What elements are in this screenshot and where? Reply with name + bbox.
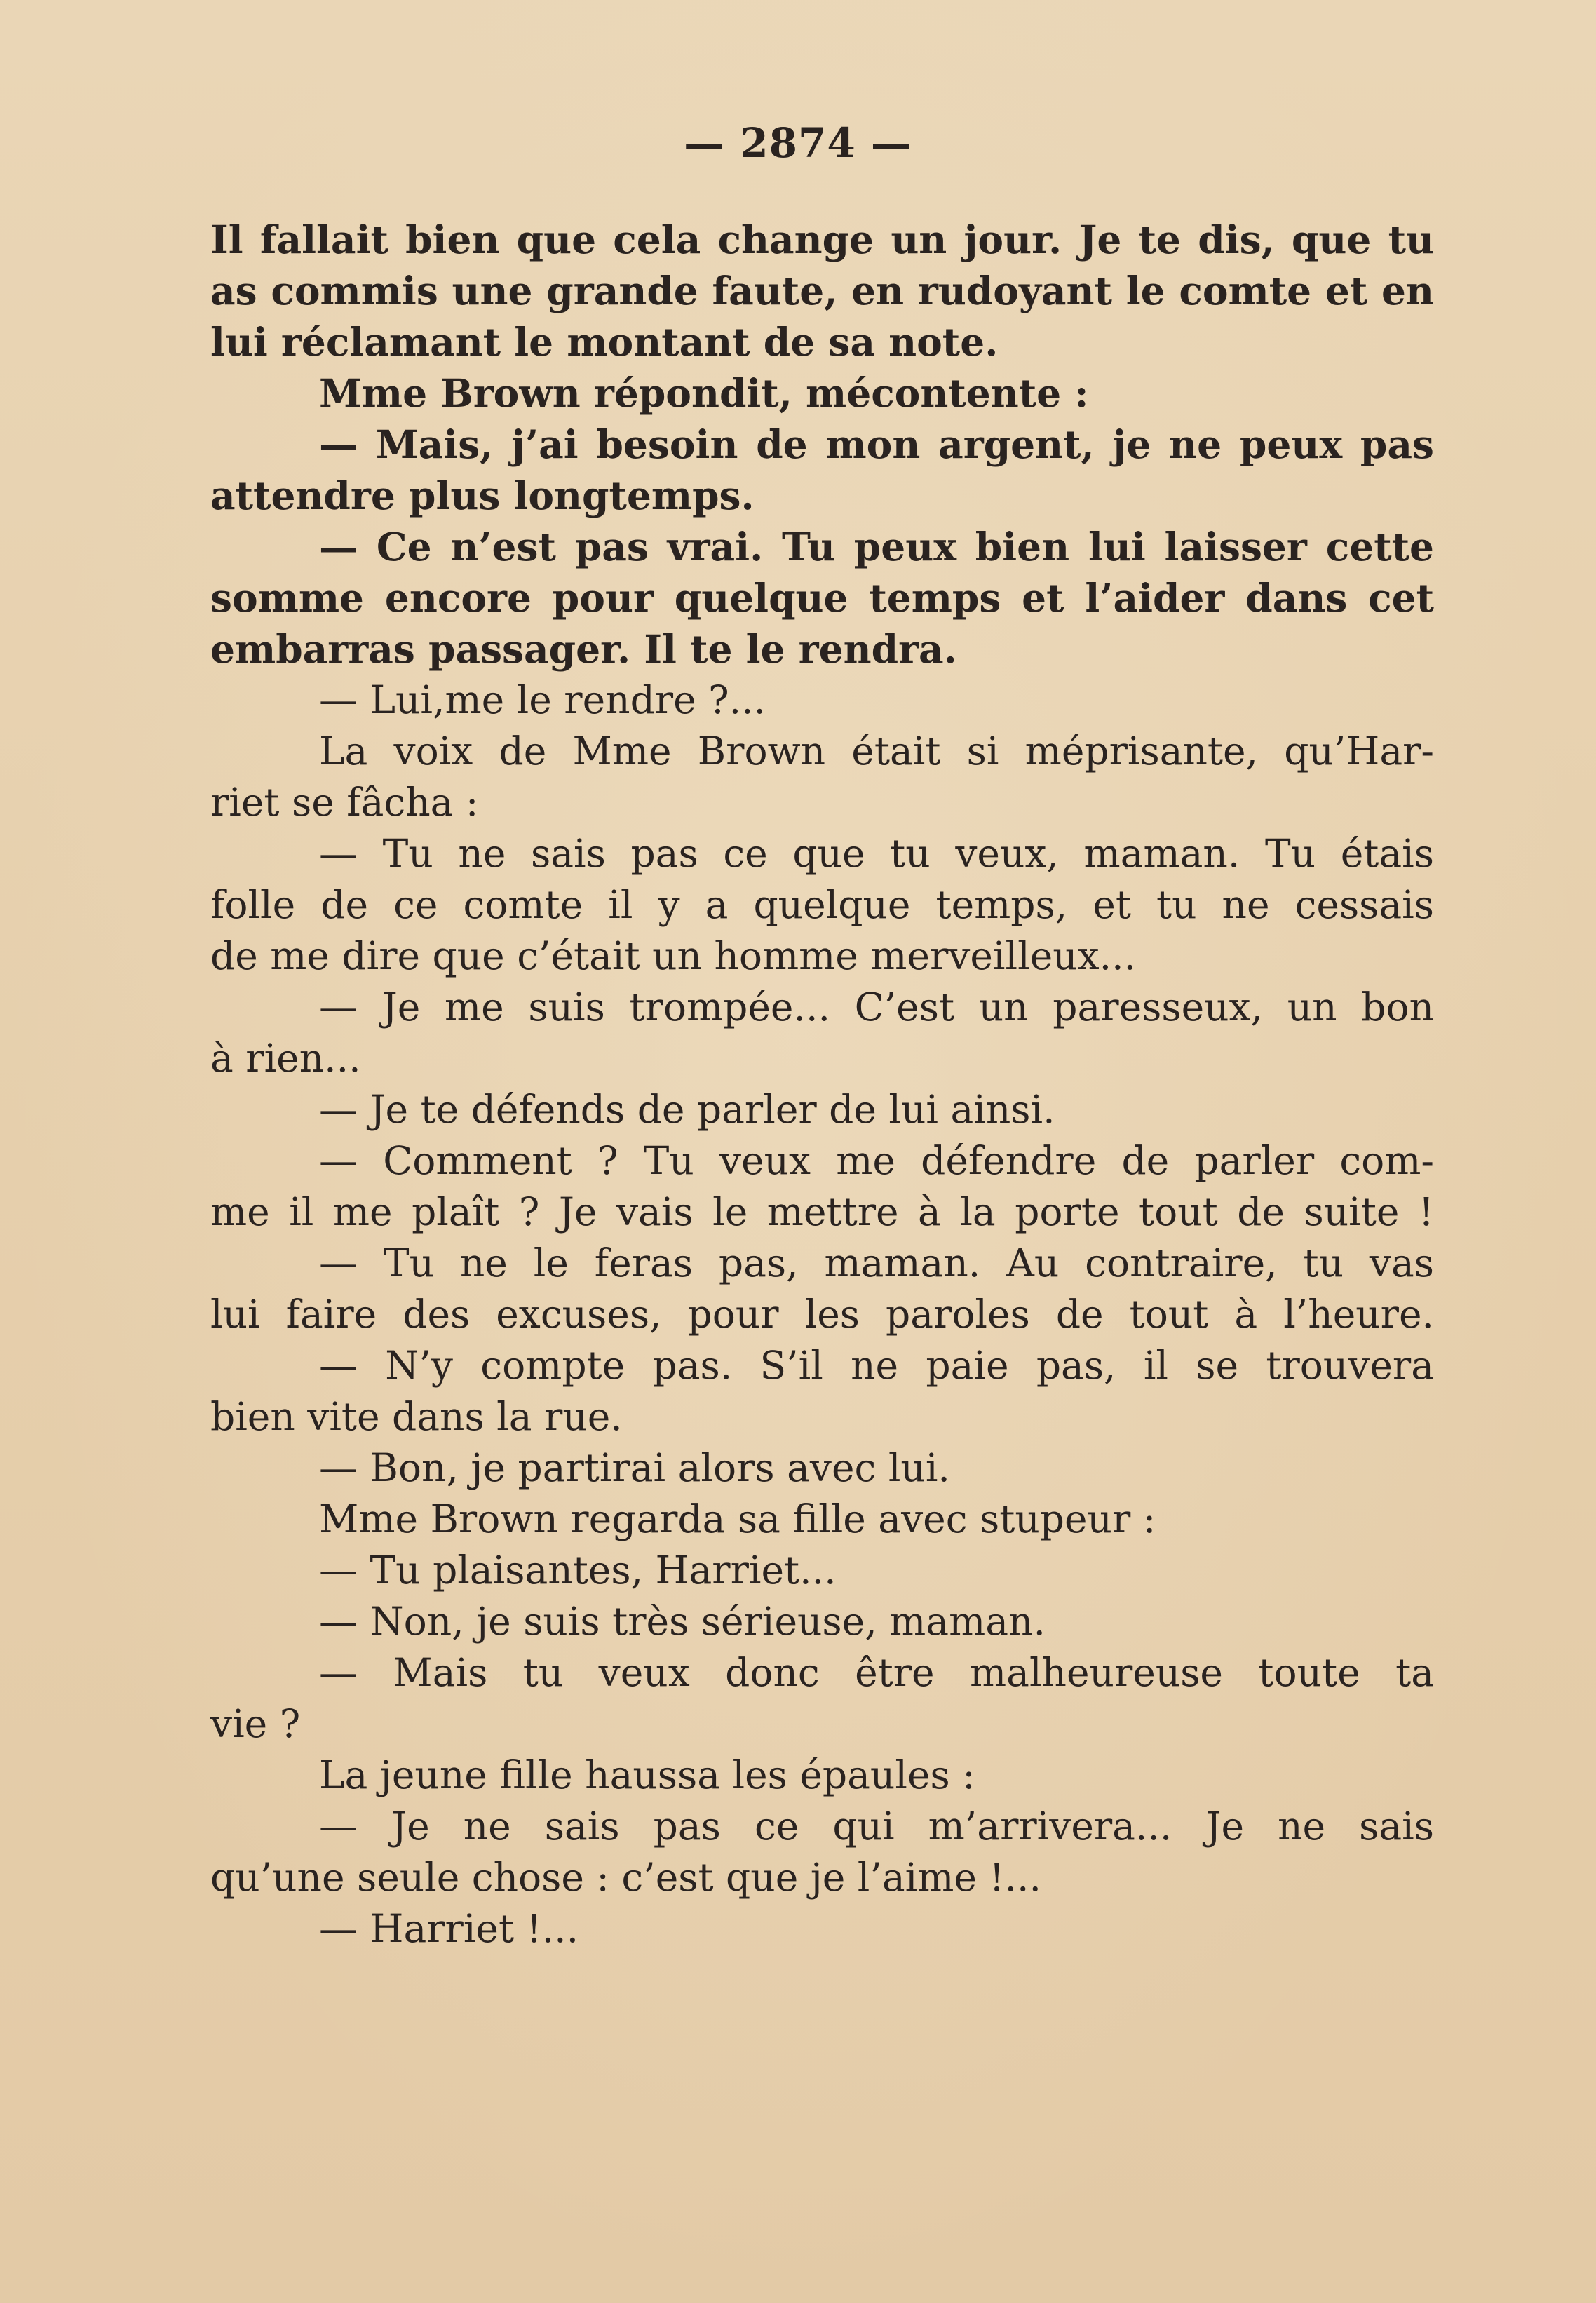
text-line: — Mais, j’ai besoin de mon argent, je ne peux pas <box>319 421 1434 467</box>
body-text <box>210 214 1434 1954</box>
text-line: — Comment ? Tu veux me défendre de parler com- <box>319 1138 1434 1183</box>
text-line: lui réclamant le montant de sa note. <box>210 319 999 365</box>
text-line: vie ? <box>210 1701 301 1746</box>
text-line: riet se fâcha : <box>210 780 479 825</box>
text-line: me il me plaît ? Je vais le mettre à la porte tout de suite ! <box>210 1189 1434 1234</box>
text-line: de me dire que c’était un homme merveilleux... <box>210 933 1137 978</box>
text-line: somme encore pour quelque temps et l’aider dans cet <box>210 575 1434 621</box>
page-number: — 2874 — <box>684 119 912 167</box>
text-line: à rien... <box>210 1036 361 1081</box>
text-line: — Lui,me le rendre ?... <box>319 677 766 722</box>
text-line: lui faire des excuses, pour les paroles de tout à l’heure. <box>210 1292 1434 1337</box>
text-line: — Harriet !... <box>319 1906 579 1951</box>
text-line: embarras passager. Il te le rendra. <box>210 626 957 672</box>
text-line: — Mais tu veux donc être malheureuse toute ta <box>319 1650 1434 1695</box>
text-line: — Je te défends de parler de lui ainsi. <box>319 1087 1055 1132</box>
text-line: La jeune fille haussa les épaules : <box>319 1752 975 1797</box>
text-line: folle de ce comte il y a quelque temps, et tu ne cessais <box>210 882 1434 927</box>
text-line: — Tu ne le feras pas, maman. Au contraire, tu vas <box>319 1241 1434 1285</box>
text-line: — Je ne sais pas ce qui m’arrivera... Je ne sais <box>319 1804 1434 1849</box>
text-line: — Bon, je partirai alors avec lui. <box>319 1445 950 1490</box>
text-line: attendre plus longtemps. <box>210 473 755 518</box>
text-line: Il fallait bien que cela change un jour. Je te dis, que tu <box>210 217 1434 262</box>
text-line: — Ce n’est pas vrai. Tu peux bien lui laisser cette <box>319 524 1434 569</box>
text-line: La voix de Mme Brown était si méprisante, qu’Har- <box>319 729 1434 774</box>
text-line: — N’y compte pas. S’il ne paie pas, il se trouvera <box>319 1343 1434 1388</box>
text-line: — Je me suis trompée... C’est un paresseux, un bon <box>319 985 1434 1029</box>
text-line: — Tu plaisantes, Harriet... <box>319 1548 837 1593</box>
text-line: as commis une grande faute, en rudoyant le comte et en <box>210 268 1434 313</box>
text-line: — Tu ne sais pas ce que tu veux, maman. Tu étais <box>319 831 1434 876</box>
text-line: bien vite dans la rue. <box>210 1394 623 1439</box>
text-line: qu’une seule chose : c’est que je l’aime !... <box>210 1855 1041 1900</box>
text-line: Mme Brown regarda sa fille avec stupeur : <box>319 1497 1156 1541</box>
text-line: — Non, je suis très sérieuse, maman. <box>319 1599 1046 1644</box>
text-line: Mme Brown répondit, mécontente : <box>319 370 1089 416</box>
